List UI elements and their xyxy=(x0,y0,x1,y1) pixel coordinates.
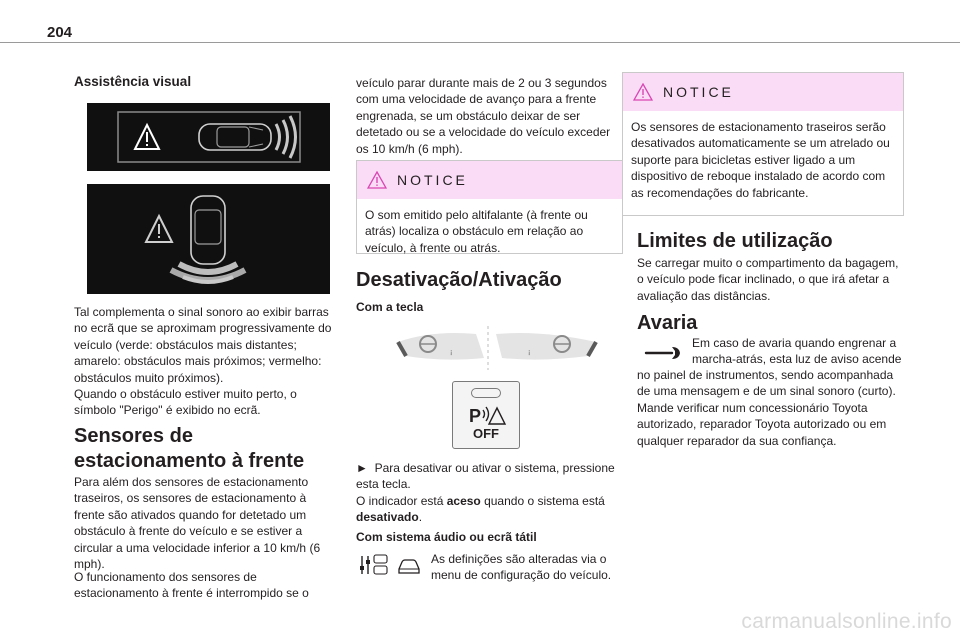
indicator-text-prefix: O indicador está xyxy=(356,494,447,508)
visual-assist-screen-image xyxy=(87,103,330,171)
notice-title: NOTICE xyxy=(663,84,734,100)
front-sensors-interruption-paragraph: O funcionamento dos sensores de estacionamento à frente é interrompido se o xyxy=(74,570,309,601)
notice-title: NOTICE xyxy=(397,172,468,188)
heading-fault: Avaria xyxy=(637,312,698,334)
heading-front-sensors-line1: Sensores de xyxy=(74,425,193,447)
car-top-view-icon xyxy=(191,196,225,264)
indicator-light xyxy=(471,388,501,398)
notice-header xyxy=(357,161,622,199)
notice-text: Os sensores de estacionamento traseiros serão desativados automaticamente se um atrelado ou suporte para bicicletas estiver ligado a um dispositivo de reboque instalado de acordo com as recomendações do fabricante. xyxy=(631,120,890,200)
notice-box-speaker xyxy=(356,160,623,254)
notice-box-trailer xyxy=(622,72,904,216)
parking-sensor-off-icon xyxy=(465,402,507,428)
fault-paragraph: no painel de instrumentos, sendo acompanhada de uma mensagem e de um sinal sonoro (curto). Mande verificar num concessionário Toyota autorizado, reparador Toyota autorizado ou em qualquer reparador da sua confiança. xyxy=(637,368,896,448)
warning-triangle-icon xyxy=(135,125,159,149)
audio-text-line1: As definições são alteradas via o xyxy=(431,552,607,566)
car-top-view-icon xyxy=(199,124,271,150)
svg-text:¡: ¡ xyxy=(528,349,531,356)
warning-triangle-icon xyxy=(367,171,387,189)
subheading-audio-system: Com sistema áudio ou ecrã tátil xyxy=(356,530,537,544)
warning-triangle-icon xyxy=(633,83,653,101)
rear-bars-screen-image xyxy=(87,184,330,294)
audio-text-line2: menu de configuração do veículo. xyxy=(431,568,612,582)
indicator-paragraph xyxy=(356,493,621,526)
fault-line1: Em caso de avaria quando engrenar a xyxy=(692,336,897,350)
indicator-off-word: desativado xyxy=(356,510,419,525)
warning-triangle-icon xyxy=(146,216,172,242)
indicator-on-word: aceso xyxy=(446,494,481,508)
svg-text:¡: ¡ xyxy=(450,349,453,356)
heading-deactivation: Desativação/Ativação xyxy=(356,269,562,291)
bullet-arrow: ► xyxy=(356,461,368,475)
limits-paragraph: Se carregar muito o compartimento da bagagem, o veículo pode ficar inclinado, o que irá afetar a avaliação das distâncias. xyxy=(637,256,899,303)
top-divider xyxy=(0,42,960,43)
heading-limits: Limites de utilização xyxy=(637,230,833,252)
footer-logo: carmanualsonline.info xyxy=(741,610,952,633)
fault-line2: marcha-atrás, esta luz de aviso acende xyxy=(692,352,902,366)
indicator-text-suffix: . xyxy=(418,510,423,525)
parking-sensor-off-button[interactable] xyxy=(452,381,520,449)
car-icon xyxy=(396,556,422,576)
instruction-text: Para desativar ou ativar o sistema, pressione esta tecla. xyxy=(356,461,615,492)
notice-header xyxy=(623,73,903,111)
off-label: OFF xyxy=(473,426,499,441)
notice-text: O som emitido pelo altifalante (à frente ou atrás) localiza o obstáculo em relação ao veículo, à frente ou atrás. xyxy=(365,208,588,255)
danger-symbol-paragraph: Quando o obstáculo estiver muito perto, o símbolo "Perigo" é exibido no ecrã. xyxy=(74,387,297,418)
page-number: 204 xyxy=(47,24,73,41)
settings-sliders-icon xyxy=(358,553,390,577)
wrench-icon xyxy=(642,341,684,361)
svg-text:P: P xyxy=(469,406,482,426)
subheading-with-key: Com a tecla xyxy=(356,300,424,314)
heading-front-sensors-line2: estacionamento à frente xyxy=(74,450,305,472)
heading-visual-assistance: Assistência visual xyxy=(74,74,192,89)
front-sensors-paragraph: Para além dos sensores de estacionamento traseiros, os sensores de estacionamento à frente são ativados quando for detetado um obstáculo à frente do veículo e se estiver a circular a uma velocidade inferior a 10 km/h (6 mph). xyxy=(74,475,321,572)
visual-assistance-paragraph: Tal complementa o sinal sonoro ao exibir barras no ecrã que se aproximam progressivamente do veículo (verde: obstáculos mais distantes; amarelo: obstáculos mais próximos; vermelho: obstáculos muito próximos). xyxy=(74,305,332,385)
indicator-text-middle: quando o sistema está xyxy=(480,494,605,508)
continued-paragraph: veículo parar durante mais de 2 ou 3 segundos com uma velocidade de avanço para a frente engrenada, se um obstáculo deixar de ser detetado ou se a velocidade do veículo exceder os 10 km/h (6 mph). xyxy=(356,76,611,156)
dashboard-key-location-image xyxy=(392,322,612,374)
deactivate-instruction xyxy=(356,460,621,493)
